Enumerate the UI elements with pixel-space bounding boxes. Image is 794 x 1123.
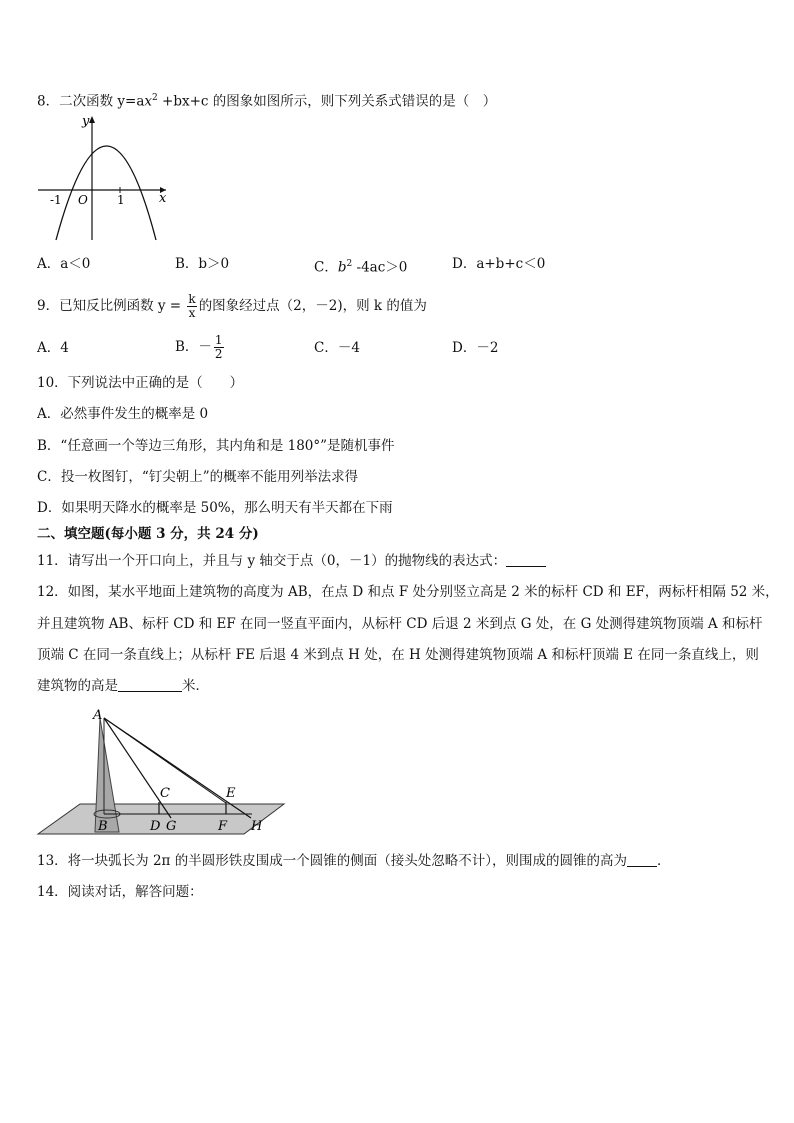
q8-stem: 8．二次函数 $y=ax^2 +bx+c$ 的图象如图所示，则下列关系式错误的是（ ） [37,93,497,110]
q12-line-4: 建筑物的高是 米． [37,678,209,694]
fig-label-d: D [150,819,161,834]
q8-option-a: A．a＜0 [37,256,91,272]
q14-stem: 14．阅读对话，解答问题： [37,884,203,900]
fig-label-g: G [166,819,177,834]
q12-building-figure [38,706,288,836]
q9-option-d: D．－2 [452,340,499,356]
q9-stem: 9．已知反比例函数 y = $\frac{k}{x}$ 的图象经过点（2，－2)，则 k 的值为 [37,292,427,320]
q9-option-b: B．－ $\frac{1}{2}$ [175,333,223,361]
graph-x-label: x [159,191,167,206]
q9-fraction: $\frac{k}{x}$ [188,292,196,320]
fig-label-h: H [251,819,263,834]
q8-option-b: B．b＞0 [175,256,230,272]
graph-one-label: 1 [117,193,125,207]
fig-label-e: E [226,786,236,801]
fig-label-f: F [218,819,228,834]
q9-option-b-fraction: $\frac{1}{2}$ [214,333,223,361]
q13-answer-blank [627,852,657,867]
q10-stem: 10．下列说法中正确的是（ ） [37,375,244,391]
q12-line-1: 12．如图，某水平地面上建筑物的高度为 AB，在点 D 和点 F 处分别竖立高是 2 米的标杆 CD 和 EF，两标杆相隔 52 米， [37,584,779,600]
graph-origin-label: O [78,193,88,207]
q8-option-d: D．a+b+c＜0 [452,256,546,272]
q8-parabola-graph [34,112,174,244]
q13-stem: 13．将一块弧长为 2π 的半圆形铁皮围成一个圆锥的侧面（接头处忽略不计），则围成的圆锥的高为 ． [37,853,671,869]
q10-option-d: D．如果明天降水的概率是 50%，那么明天有半天都在下雨 [37,500,393,516]
q12-line-3: 顶端 C 在同一条直线上；从标杆 FE 后退 4 米到点 H 处，在 H 处测得建筑物顶端 A 和标杆顶端 E 在同一条直线上，则 [37,647,759,663]
q10-option-b: B．“任意画一个等边三角形，其内角和是 180°”是随机事件 [37,438,395,454]
q10-option-a: A．必然事件发生的概率是 0 [37,406,209,422]
section-fill-in-blank-header: 二、填空题(每小题 3 分，共 24 分) [37,526,259,542]
graph-neg-one-label: -1 [50,193,62,207]
fig-label-b: B [98,819,108,834]
q11-answer-blank [506,552,546,567]
q12-answer-blank [118,677,182,692]
graph-y-label: y [82,114,90,129]
fig-label-a: A [93,708,103,723]
q11-stem: 11．请写出一个开口向上，并且与 y 轴交于点（0，－1）的抛物线的表达式： [37,551,546,571]
q12-line-2: 并且建筑物 AB、标杆 CD 和 EF 在同一竖直平面内，从标杆 CD 后退 2 米到点 G 处，在 G 处测得建筑物顶端 A 和标杆 [37,616,763,632]
q10-option-c: C．投一枚图钉，“钉尖朝上”的概率不能用列举法求得 [37,469,359,485]
q9-option-c: C．－4 [314,340,360,356]
fig-label-c: C [160,786,170,801]
q8-option-c: C．$b^2$ -4ac＞0 [314,259,408,276]
q9-option-a: A．4 [37,340,69,356]
